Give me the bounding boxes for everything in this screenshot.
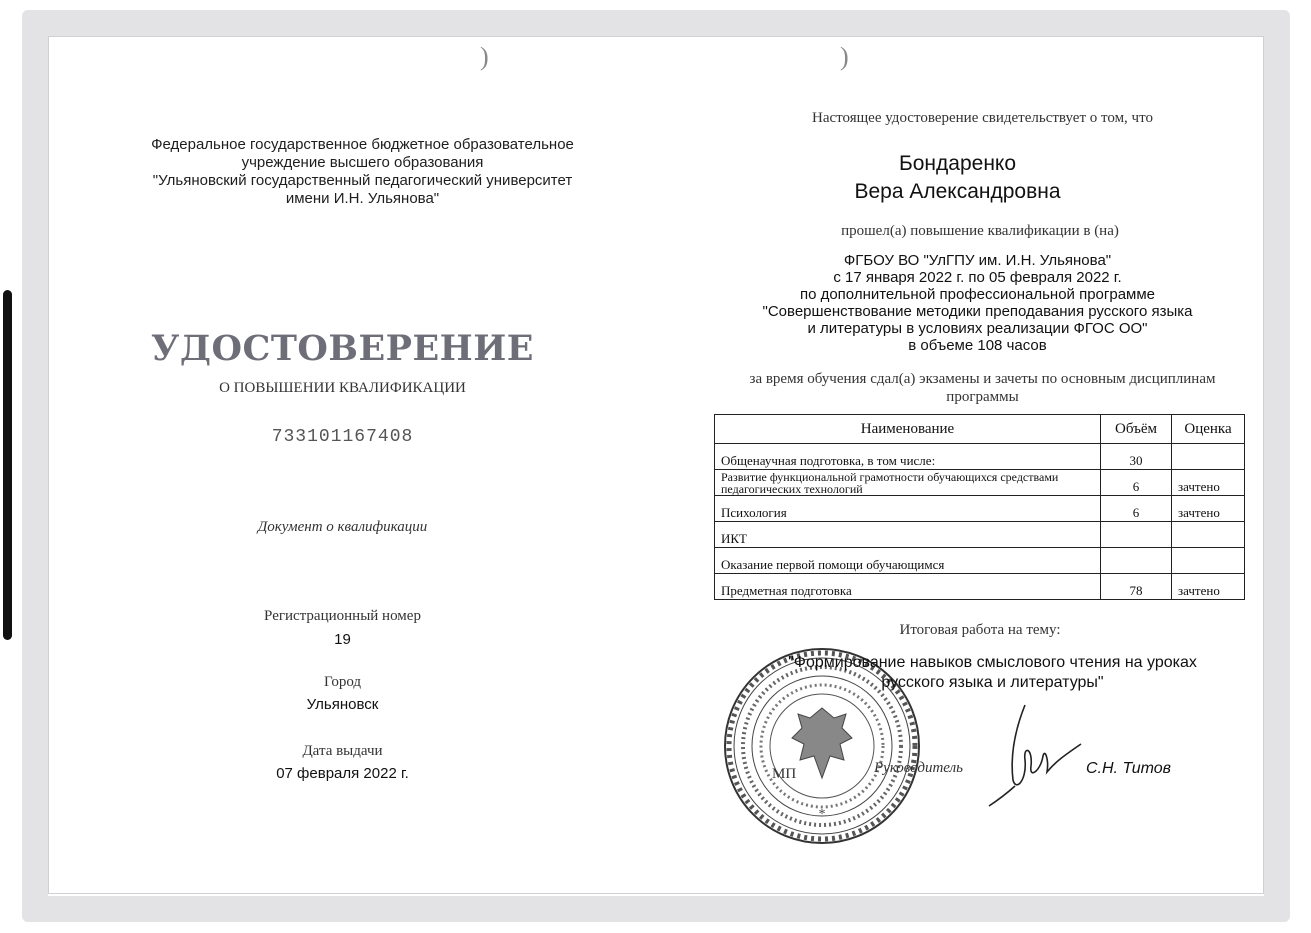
program-line: с 17 января 2022 г. по 05 февраля 2022 г. xyxy=(833,269,1122,286)
discipline-name: Предметная подготовка xyxy=(715,574,1101,600)
program-line: в объеме 108 часов xyxy=(908,337,1047,354)
table-row xyxy=(715,574,1245,600)
exams-label-line: за время обучения сдал(а) экзамены и зачеты по основным дисциплинам xyxy=(749,371,1216,387)
final-work-topic xyxy=(770,653,1215,693)
disciplines-table xyxy=(714,414,1245,600)
discipline-grade: зачтено xyxy=(1172,470,1245,496)
discipline-volume: 78 xyxy=(1101,574,1172,600)
head-name: С.Н. Титов xyxy=(1086,760,1171,777)
discipline-name: Развитие функциональной грамотности обучающихся средствами педагогических технологий xyxy=(715,470,1101,496)
head-label: Руководитель xyxy=(874,760,963,776)
city-label: Город xyxy=(323,674,362,690)
discipline-volume xyxy=(1101,522,1172,548)
program-line: и литературы в условиях реализации ФГОС ОО" xyxy=(807,320,1148,337)
exams-label-line: программы xyxy=(946,389,1019,405)
column-header-grade: Оценка xyxy=(1172,415,1245,444)
city-value: Ульяновск xyxy=(306,696,379,713)
discipline-volume: 6 xyxy=(1101,496,1172,522)
discipline-name: Общенаучная подготовка, в том числе: xyxy=(715,444,1101,470)
discipline-volume: 30 xyxy=(1101,444,1172,470)
discipline-grade: зачтено xyxy=(1172,496,1245,522)
stamp-place-label: МП xyxy=(772,766,797,782)
registration-label: Регистрационный номер xyxy=(264,608,421,624)
organization-line: Федеральное государственное бюджетное образовательное xyxy=(151,136,574,153)
column-header-name: Наименование xyxy=(715,415,1101,444)
table-header-row xyxy=(715,415,1245,444)
organization-line: имени И.Н. Ульянова" xyxy=(285,190,440,207)
issue-date-label: Дата выдачи xyxy=(302,743,383,759)
final-work-line: русского языка и литературы" xyxy=(881,674,1104,691)
document-type: Документ о квалификации xyxy=(257,519,428,535)
discipline-name: Оказание первой помощи обучающимся xyxy=(715,548,1101,574)
registration-number: 19 xyxy=(334,631,351,648)
table-row xyxy=(715,522,1245,548)
passed-label: прошел(а) повышение квалификации в (на) xyxy=(841,223,1119,239)
discipline-grade xyxy=(1172,522,1245,548)
organization-line: учреждение высшего образования xyxy=(241,154,484,171)
organization-block xyxy=(120,136,605,208)
discipline-grade: зачтено xyxy=(1172,574,1245,600)
discipline-name: ИКТ xyxy=(715,522,1101,548)
discipline-name: Психология xyxy=(715,496,1101,522)
program-line: "Совершенствование методики преподавания русского языка xyxy=(762,303,1193,320)
issue-date: 07 февраля 2022 г. xyxy=(276,765,409,782)
svg-text:*: * xyxy=(818,807,826,822)
border-ornament: ) xyxy=(840,42,849,71)
table-row xyxy=(715,548,1245,574)
holder-given-names: Вера Александровна xyxy=(854,180,1061,203)
table-row xyxy=(715,470,1245,496)
intro-text: Настоящее удостоверение свидетельствует о том, что xyxy=(812,110,1153,126)
program-block xyxy=(700,252,1255,354)
final-work-line: "Формирование навыков смыслового чтения на уроках xyxy=(788,654,1197,671)
holder-surname: Бондаренко xyxy=(898,152,1017,175)
table-row xyxy=(715,444,1245,470)
certificate-number: 733101167408 xyxy=(271,427,414,447)
organization-line: "Ульяновский государственный педагогический университет xyxy=(152,172,573,189)
discipline-grade xyxy=(1172,444,1245,470)
handwritten-signature xyxy=(985,700,1085,810)
program-line: ФГБОУ ВО "УлГПУ им. И.Н. Ульянова" xyxy=(843,252,1112,269)
final-work-label: Итоговая работа на тему: xyxy=(899,622,1061,638)
program-line: по дополнительной профессиональной программе xyxy=(799,286,1156,303)
scan-edge-bar xyxy=(3,290,12,640)
border-ornament: ) xyxy=(480,42,489,71)
discipline-volume: 6 xyxy=(1101,470,1172,496)
table-row xyxy=(715,496,1245,522)
discipline-volume xyxy=(1101,548,1172,574)
certificate-title: УДОСТОВЕРЕНИЕ xyxy=(151,328,534,369)
certificate-subtitle: О ПОВЫШЕНИИ КВАЛИФИКАЦИИ xyxy=(219,380,466,396)
discipline-grade xyxy=(1172,548,1245,574)
exams-label xyxy=(715,370,1250,406)
column-header-volume: Объём xyxy=(1101,415,1172,444)
